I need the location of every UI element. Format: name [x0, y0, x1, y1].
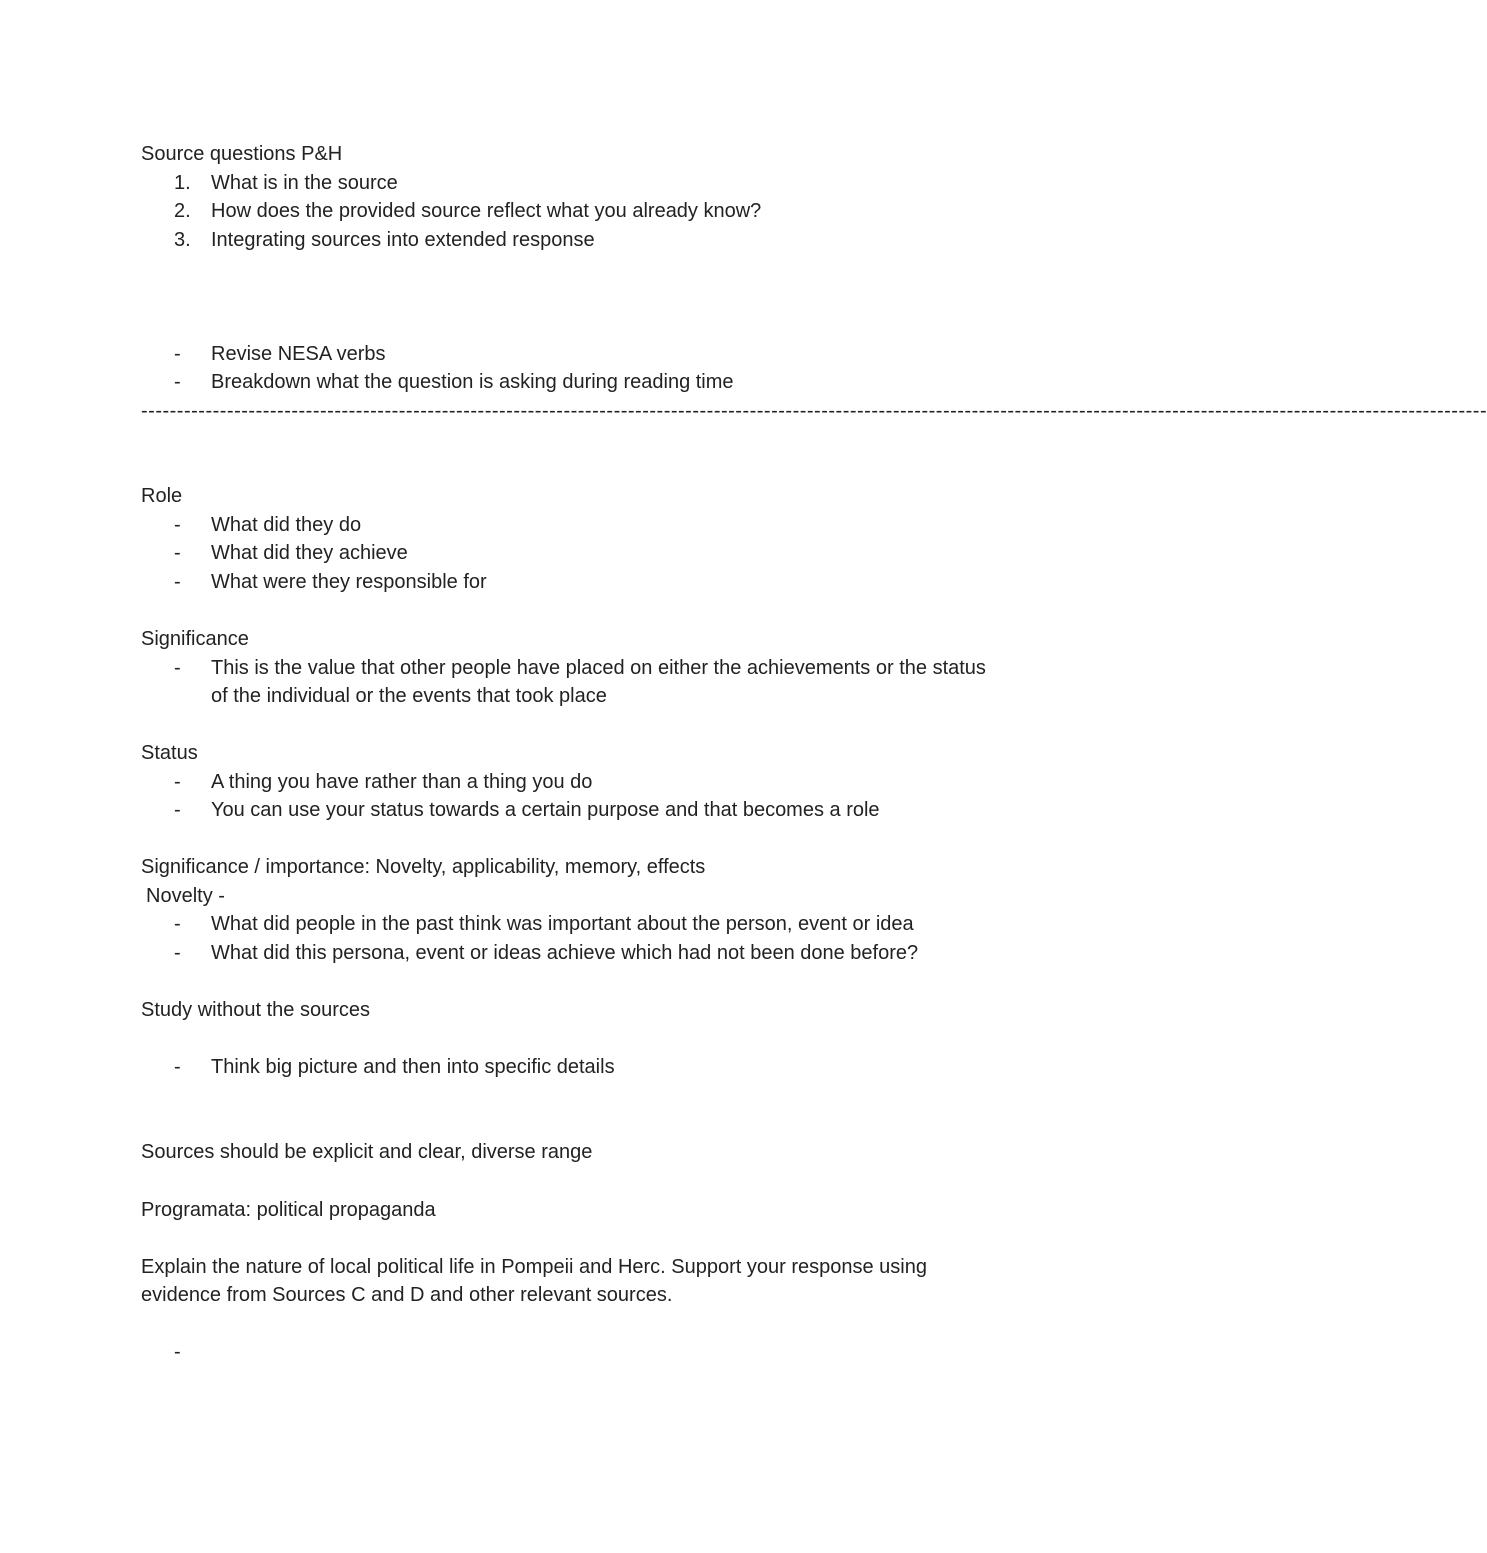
programata-note: Programata: political propaganda [141, 1199, 436, 1221]
list-item: Integrating sources into extended response [211, 229, 595, 251]
list-item: Revise NESA verbs [211, 343, 386, 365]
bullet-dash: - [174, 371, 181, 393]
bullet-dash: - [174, 657, 181, 679]
list-item-number: 2. [174, 200, 191, 222]
list-item: A thing you have rather than a thing you do [211, 771, 593, 793]
list-item-number: 1. [174, 172, 191, 194]
bullet-dash: - [174, 1341, 181, 1363]
bullet-dash: - [174, 799, 181, 821]
list-item: How does the provided source reflect what you already know? [211, 200, 762, 222]
list-item: Breakdown what the question is asking during reading time [211, 371, 734, 393]
list-item: What did they achieve [211, 542, 408, 564]
list-item-line: This is the value that other people have placed on either the achievements or the status [211, 657, 986, 679]
list-item: Think big picture and then into specific details [211, 1056, 615, 1078]
bullet-dash: - [174, 913, 181, 935]
bullet-dash: - [174, 542, 181, 564]
list-item: What did they do [211, 514, 362, 536]
bullet-dash: - [174, 1056, 181, 1078]
bullet-dash: - [174, 942, 181, 964]
list-item: What were they responsible for [211, 571, 487, 593]
list-item-line: of the individual or the events that took place [211, 685, 607, 707]
page-title: Source questions P&H [141, 143, 343, 165]
list-item-number: 3. [174, 229, 191, 251]
sources-note: Sources should be explicit and clear, diverse range [141, 1141, 593, 1163]
section-heading: Significance [141, 628, 249, 650]
bullet-dash: - [174, 514, 181, 536]
bullet-dash: - [174, 771, 181, 793]
subheading: Novelty - [146, 885, 225, 907]
list-item: What did people in the past think was important about the person, event or idea [211, 913, 914, 935]
section-heading: Study without the sources [141, 999, 371, 1021]
list-item: What did this persona, event or ideas achieve which had not been done before? [211, 942, 919, 964]
bullet-dash: - [174, 343, 181, 365]
dashed-divider: -------------------------------------------------------------------------------------------------------------------------------------------------------------------------------------------- [141, 400, 1487, 422]
section-heading: Significance / importance: Novelty, applicability, memory, effects [141, 856, 706, 878]
question-line: evidence from Sources C and D and other relevant sources. [141, 1284, 673, 1306]
bullet-dash: - [174, 571, 181, 593]
question-line: Explain the nature of local political life in Pompeii and Herc. Support your response using [141, 1256, 927, 1278]
section-heading: Status [141, 742, 198, 764]
section-heading: Role [141, 485, 183, 507]
list-item: What is in the source [211, 172, 398, 194]
list-item: You can use your status towards a certain purpose and that becomes a role [211, 799, 880, 821]
